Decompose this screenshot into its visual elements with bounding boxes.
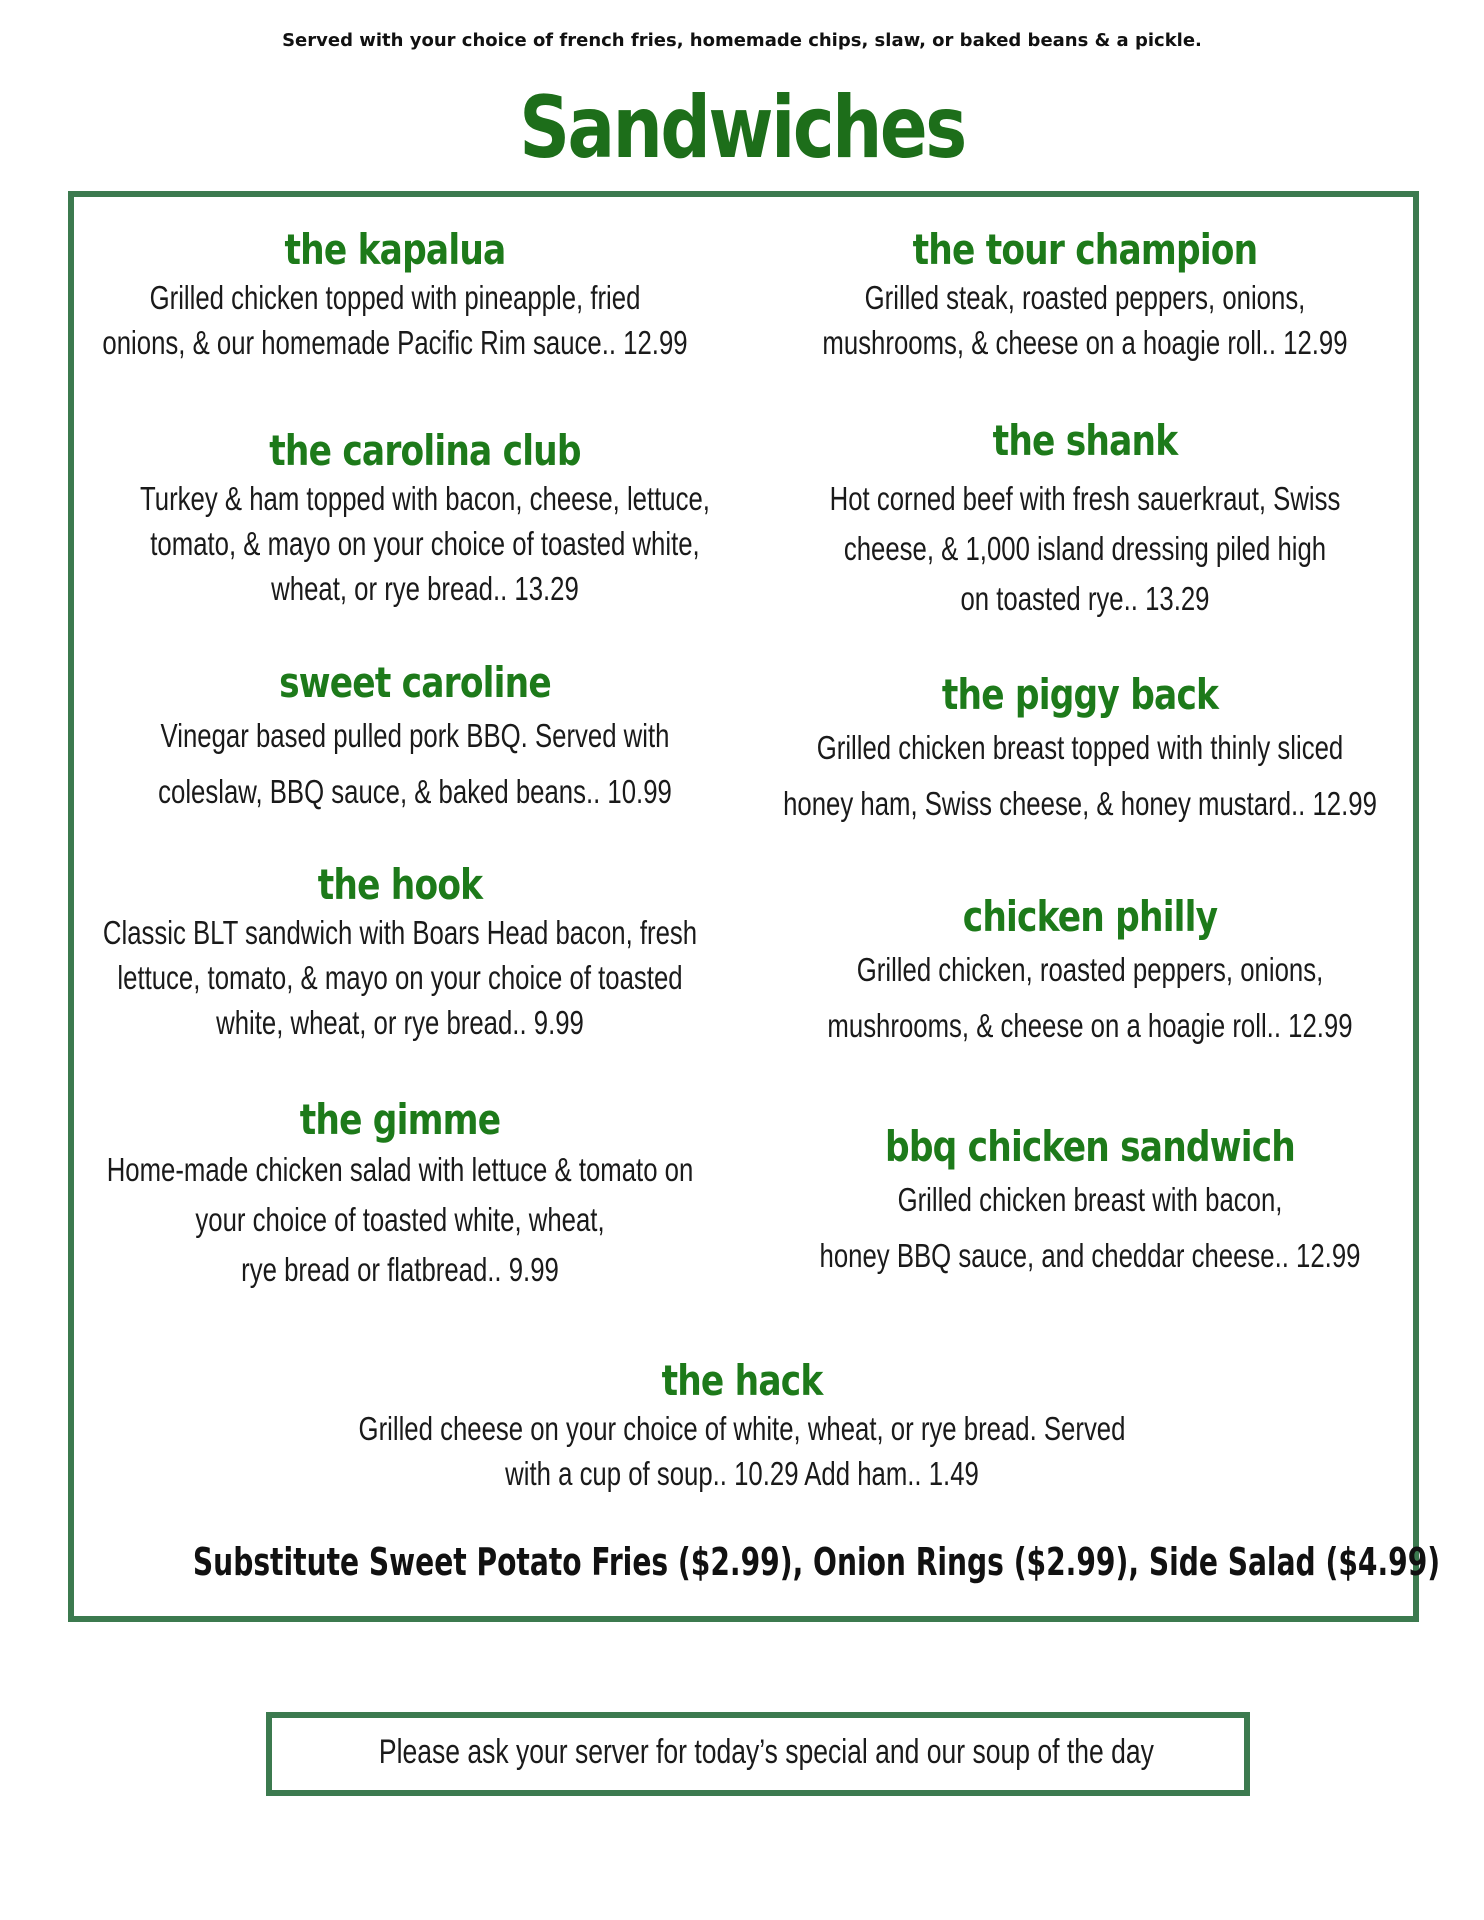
menu-item-gimme	[80, 1095, 720, 1295]
menu-item-piggy-back	[760, 670, 1400, 832]
item-description: Grilled chicken, roasted peppers, onions, mushrooms, & cheese on a hoagie roll.. 12.99	[827, 951, 1353, 1044]
menu-item-bbq-chicken-sandwich	[770, 1122, 1410, 1284]
item-title: the hook	[317, 860, 483, 909]
item-description: Classic BLT sandwich with Boars Head bacon, fresh lettuce, tomato, & mayo on your choice of toasted white, wheat, or rye bread.. 9.99	[102, 914, 698, 1041]
item-title: the carolina club	[269, 426, 581, 475]
item-description: Grilled cheese on your choice of white, wheat, or rye bread. Served with a cup of soup.. 10.29 Add ham.. 1.49	[358, 1410, 1126, 1492]
menu-item-carolina-club	[105, 426, 745, 611]
item-title: the kapalua	[284, 225, 506, 274]
item-title: the tour champion	[912, 225, 1258, 274]
special-notice-box	[266, 1712, 1250, 1796]
item-title: the hack	[661, 1356, 823, 1405]
menu-item-tour-champion	[765, 225, 1405, 365]
page-title: Sandwiches	[519, 78, 965, 178]
item-title: bbq chicken sandwich	[884, 1122, 1296, 1171]
special-notice: Please ask your server for today’s special and our soup of the day	[378, 1733, 1154, 1771]
menu-item-kapalua	[75, 225, 715, 365]
item-description: Grilled chicken topped with pineapple, fried onions, & our homemade Pacific Rim sauce.. 12.99	[102, 279, 688, 361]
item-description: Hot corned beef with fresh sauerkraut, Swiss cheese, & 1,000 island dressing piled high on toasted rye.. 13.29	[829, 480, 1341, 617]
item-title: chicken philly	[962, 892, 1218, 941]
item-title: the piggy back	[941, 670, 1219, 719]
item-description: Grilled steak, roasted peppers, onions, mushrooms, & cheese on a hoagie roll.. 12.99	[822, 279, 1348, 361]
item-description: Turkey & ham topped with bacon, cheese, lettuce, tomato, & mayo on your choice of toasted white, wheat, or rye bread.. 13.29	[140, 480, 710, 607]
item-description: Grilled chicken breast topped with thinly sliced honey ham, Swiss cheese, & honey mustard.. 12.99	[783, 729, 1377, 822]
menu-item-hook	[80, 860, 720, 1045]
item-title: sweet caroline	[279, 658, 551, 707]
substitution-options: Substitute Sweet Potato Fries ($2.99), Onion Rings ($2.99), Side Salad ($4.99)	[192, 1540, 1441, 1584]
sides-note: Served with your choice of french fries, homemade chips, slaw, or baked beans & a pickle.	[282, 30, 1202, 51]
item-title: the shank	[992, 416, 1178, 465]
menu-item-chicken-philly	[770, 892, 1410, 1054]
item-description: Grilled chicken breast with bacon, honey BBQ sauce, and cheddar cheese.. 12.99	[819, 1181, 1361, 1274]
menu-item-shank	[765, 416, 1405, 624]
item-description: Vinegar based pulled pork BBQ. Served with coleslaw, BBQ sauce, & baked beans.. 10.99	[158, 717, 672, 810]
menu-item-hack	[242, 1356, 1242, 1496]
item-title: the gimme	[299, 1095, 501, 1144]
menu-item-sweet-caroline	[95, 658, 735, 820]
item-description: Home-made chicken salad with lettuce & tomato on your choice of toasted white, wheat, rye bread or flatbread.. 9.99	[106, 1151, 694, 1288]
